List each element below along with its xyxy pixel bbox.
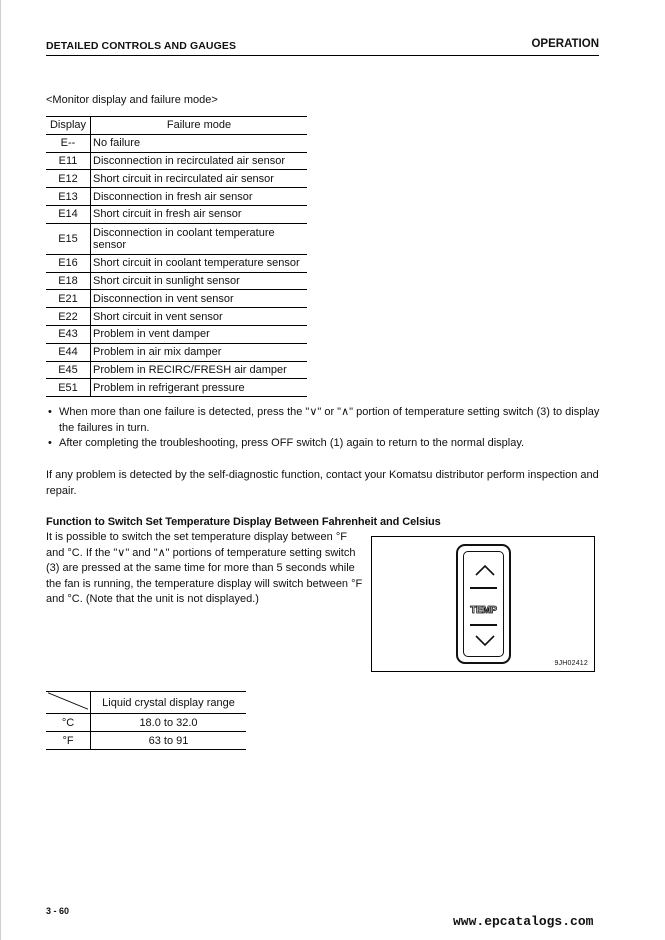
display-code: E14 [46, 205, 91, 223]
display-code: E21 [46, 290, 91, 308]
table-row [46, 205, 307, 223]
diagonal-line [48, 692, 88, 710]
failure-description: Problem in vent damper [91, 325, 308, 343]
section-body: It is possible to switch the set temperature display between °F and °C. If the "∨" and "∧" portions of temperature setting switch (3) are pressed at the same time for more than 5 seconds while the fan is running, the temperature display will switch between °F and °C. (Note that the unit is not displayed.) [46, 531, 363, 606]
section-header: DETAILED CONTROLS AND GAUGES [46, 40, 237, 52]
failure-description: Disconnection in coolant temperature sensor [91, 223, 308, 254]
display-code: E-- [46, 134, 91, 152]
display-code: E18 [46, 272, 91, 290]
table-row [46, 254, 307, 272]
bullet-dot: • [48, 437, 52, 449]
temp-switch-illustration [456, 544, 511, 664]
table-row [46, 290, 307, 308]
failure-mode-table [46, 116, 307, 397]
table-row [46, 379, 307, 397]
table-row [46, 188, 307, 206]
failure-table-title: <Monitor display and failure mode> [46, 94, 218, 106]
display-code: E44 [46, 343, 91, 361]
switch-label: TEMP [470, 605, 497, 616]
switch-face [463, 551, 504, 657]
display-code: E45 [46, 361, 91, 379]
unit-cell: °C [46, 714, 91, 732]
display-code: E12 [46, 170, 91, 188]
unit-cell: °F [46, 732, 91, 750]
table-header-row [46, 692, 246, 714]
corner-cell [46, 692, 91, 714]
table-header-row [46, 117, 307, 135]
up-arrow-icon [473, 562, 497, 578]
table-row [46, 732, 246, 750]
range-cell: 63 to 91 [91, 732, 247, 750]
table-row [46, 272, 307, 290]
display-code: E22 [46, 308, 91, 326]
list-item [46, 436, 606, 452]
table-row [46, 308, 307, 326]
failure-description: Short circuit in sunlight sensor [91, 272, 308, 290]
bullet-list [46, 405, 606, 452]
table-row [46, 223, 307, 254]
page-edge [0, 0, 1, 940]
table-row [46, 343, 307, 361]
section-title: Function to Switch Set Temperature Display Between Fahrenheit and Celsius [46, 516, 441, 528]
note-paragraph: If any problem is detected by the self-diagnostic function, contact your Komatsu distributor perform inspection and repair. [46, 469, 599, 497]
failure-description: No failure [91, 134, 308, 152]
bullet-dot: • [48, 406, 52, 418]
column-header-lcd-range: Liquid crystal display range [91, 692, 247, 714]
table-row [46, 170, 307, 188]
failure-description: Short circuit in coolant temperature sensor [91, 254, 308, 272]
table-row [46, 134, 307, 152]
header-rule [46, 55, 599, 56]
failure-description: Disconnection in fresh air sensor [91, 188, 308, 206]
chapter-header: OPERATION [531, 38, 599, 50]
failure-description: Short circuit in fresh air sensor [91, 205, 308, 223]
table-row [46, 361, 307, 379]
list-item [46, 405, 606, 436]
lcd-range-table [46, 691, 246, 750]
display-code: E13 [46, 188, 91, 206]
display-code: E15 [46, 223, 91, 254]
temperature-switch-figure [371, 536, 595, 672]
display-code: E51 [46, 379, 91, 397]
page-number: 3 - 60 [46, 906, 70, 916]
table-row [46, 325, 307, 343]
column-header-failure-mode: Failure mode [91, 117, 308, 135]
failure-description: Short circuit in recirculated air sensor [91, 170, 308, 188]
range-cell: 18.0 to 32.0 [91, 714, 247, 732]
down-arrow-icon [473, 633, 497, 649]
failure-description: Short circuit in vent sensor [91, 308, 308, 326]
failure-description: Problem in air mix damper [91, 343, 308, 361]
display-code: E11 [46, 152, 91, 170]
table-row [46, 152, 307, 170]
bullet-text: When more than one failure is detected, press the "∨" or "∧" portion of temperature setting switch (3) to display the failures in turn. [59, 406, 600, 434]
failure-description: Problem in refrigerant pressure [91, 379, 308, 397]
display-code: E16 [46, 254, 91, 272]
failure-description: Disconnection in recirculated air sensor [91, 152, 308, 170]
bullet-text: After completing the troubleshooting, press OFF switch (1) again to return to the normal display. [59, 437, 525, 449]
switch-divider-top [470, 587, 497, 589]
switch-divider-bottom [470, 624, 497, 626]
failure-description: Disconnection in vent sensor [91, 290, 308, 308]
figure-code: 9JH02412 [554, 660, 588, 667]
display-code: E43 [46, 325, 91, 343]
failure-description: Problem in RECIRC/FRESH air damper [91, 361, 308, 379]
watermark-url: www.epcatalogs.com [453, 914, 594, 929]
table-row [46, 714, 246, 732]
column-header-display: Display [46, 117, 91, 135]
